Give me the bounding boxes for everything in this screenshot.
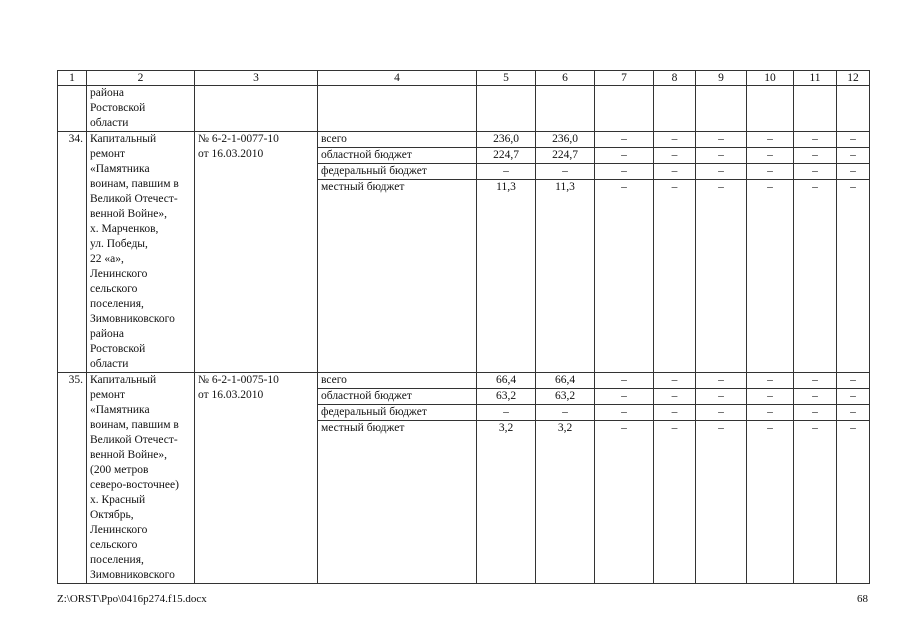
value-cell-col-9: – [696,421,747,584]
name-line: северо-восточнее) [90,479,179,491]
object-row-35-source-1 [58,373,870,389]
name-line: сельского [90,539,138,551]
value-cell-col-6: 236,0 [536,132,595,148]
value-cell-col-8: – [654,373,696,389]
value-cell-col-11: – [794,405,837,421]
column-number-header-row [58,71,870,86]
column-header-4: 4 [318,71,477,86]
document-line: № 6-2-1-0077-10 [198,133,279,145]
name-line: сельского [90,283,138,295]
name-line: Ростовской [90,343,146,355]
column-header-12: 12 [837,71,870,86]
name-line: Ростовской [90,102,146,114]
name-line: «Памятника [90,404,150,416]
value-cell-col-12: – [837,148,870,164]
funding-source-label: всего [318,373,477,389]
value-cell-col-9: – [696,373,747,389]
value-cell-col-5: 11,3 [477,180,536,373]
name-line: 22 «а», [90,253,124,265]
column-header-11: 11 [794,71,837,86]
column-header-9: 9 [696,71,747,86]
value-cell-col-6: 224,7 [536,148,595,164]
value-cell-col-6: – [536,164,595,180]
funding-source-label: федеральный бюджет [318,164,477,180]
document-line: от 16.03.2010 [198,389,264,401]
value-cell-col-10: – [747,405,794,421]
value-cell-col-12: – [837,405,870,421]
value-cell-col-11: – [794,180,837,373]
value-cell-col-10: – [747,180,794,373]
funding-source-label: федеральный бюджет [318,405,477,421]
value-cell-col-9: – [696,389,747,405]
value-cell-col-10: – [747,132,794,148]
value-cell-col-10: – [747,389,794,405]
name-line: Зимовниковского [90,569,175,581]
row-number: 34. [58,132,87,373]
value-cell-col-9: – [696,180,747,373]
value-cell-col-7: – [595,373,654,389]
document-table [57,70,870,584]
continuation-empty-cell [58,86,87,132]
column-header-2: 2 [87,71,195,86]
name-line: района [90,328,125,340]
value-cell-col-7: – [595,405,654,421]
name-line: области [90,117,129,129]
name-line: венной Войне», [90,208,168,220]
name-line: «Памятника [90,163,150,175]
funding-source-label: местный бюджет [318,180,477,373]
continuation-empty-cell [477,86,536,132]
continuation-row [58,86,870,132]
value-cell-col-7: – [595,389,654,405]
value-cell-col-5: 63,2 [477,389,536,405]
name-line: Ленинского [90,268,148,280]
document-line: № 6-2-1-0075-10 [198,374,279,386]
continuation-empty-cell [794,86,837,132]
value-cell-col-12: – [837,180,870,373]
name-line: Зимовниковского [90,313,175,325]
value-cell-col-11: – [794,373,837,389]
column-header-7: 7 [595,71,654,86]
column-header-8: 8 [654,71,696,86]
column-header-6: 6 [536,71,595,86]
value-cell-col-11: – [794,132,837,148]
value-cell-col-11: – [794,164,837,180]
name-line: х. Марченков, [90,223,159,235]
value-cell-col-12: – [837,164,870,180]
value-cell-col-8: – [654,405,696,421]
column-header-1: 1 [58,71,87,86]
page-number: 68 [857,593,868,605]
row-number: 35. [58,373,87,584]
name-line: венной Войне», [90,449,168,461]
funding-source-label: местный бюджет [318,421,477,584]
name-line: района [90,87,125,99]
continuation-empty-cell [696,86,747,132]
name-line: Капитальный [90,133,157,145]
funding-source-label: всего [318,132,477,148]
name-line: Ленинского [90,524,148,536]
value-cell-col-11: – [794,389,837,405]
name-line: Великой Отечест- [90,434,178,446]
funding-source-label: областной бюджет [318,389,477,405]
value-cell-col-6: 3,2 [536,421,595,584]
value-cell-col-8: – [654,132,696,148]
document-line: от 16.03.2010 [198,148,264,160]
funding-source-label: областной бюджет [318,148,477,164]
value-cell-col-7: – [595,421,654,584]
name-line: Октябрь, [90,509,134,521]
name-line: области [90,358,129,370]
expertise-document-cell [195,132,318,373]
value-cell-col-9: – [696,132,747,148]
continuation-empty-cell [195,86,318,132]
continuation-empty-cell [536,86,595,132]
value-cell-col-8: – [654,389,696,405]
object-row-34-source-1 [58,132,870,148]
value-cell-col-8: – [654,164,696,180]
value-cell-col-5: 66,4 [477,373,536,389]
continuation-empty-cell [747,86,794,132]
continuation-name-cell [87,86,195,132]
value-cell-col-12: – [837,389,870,405]
value-cell-col-10: – [747,164,794,180]
object-name-cell [87,373,195,584]
value-cell-col-6: 63,2 [536,389,595,405]
name-line: Великой Отечест- [90,193,178,205]
value-cell-col-6: – [536,405,595,421]
value-cell-col-8: – [654,180,696,373]
file-path-footer: Z:\ORST\Ppo\0416p274.f15.docx [57,593,207,605]
continuation-empty-cell [654,86,696,132]
name-line: воинам, павшим в [90,419,179,431]
name-line: поселения, [90,554,144,566]
continuation-empty-cell [318,86,477,132]
value-cell-col-7: – [595,164,654,180]
value-cell-col-10: – [747,148,794,164]
object-name-cell [87,132,195,373]
expertise-document-cell [195,373,318,584]
value-cell-col-5: – [477,405,536,421]
value-cell-col-8: – [654,148,696,164]
value-cell-col-10: – [747,421,794,584]
table-body [58,86,870,584]
continuation-empty-cell [595,86,654,132]
value-cell-col-5: – [477,164,536,180]
value-cell-col-12: – [837,132,870,148]
value-cell-col-5: 236,0 [477,132,536,148]
value-cell-col-6: 11,3 [536,180,595,373]
column-header-10: 10 [747,71,794,86]
name-line: х. Красный [90,494,146,506]
value-cell-col-7: – [595,132,654,148]
value-cell-col-6: 66,4 [536,373,595,389]
name-line: (200 метров [90,464,149,476]
name-line: ул. Победы, [90,238,148,250]
value-cell-col-8: – [654,421,696,584]
value-cell-col-10: – [747,373,794,389]
column-header-3: 3 [195,71,318,86]
value-cell-col-5: 224,7 [477,148,536,164]
value-cell-col-9: – [696,164,747,180]
value-cell-col-12: – [837,421,870,584]
name-line: воинам, павшим в [90,178,179,190]
value-cell-col-12: – [837,373,870,389]
value-cell-col-9: – [696,405,747,421]
name-line: поселения, [90,298,144,310]
value-cell-col-11: – [794,148,837,164]
column-header-5: 5 [477,71,536,86]
name-line: ремонт [90,389,126,401]
value-cell-col-9: – [696,148,747,164]
value-cell-col-7: – [595,180,654,373]
value-cell-col-11: – [794,421,837,584]
value-cell-col-7: – [595,148,654,164]
continuation-empty-cell [837,86,870,132]
name-line: ремонт [90,148,126,160]
value-cell-col-5: 3,2 [477,421,536,584]
name-line: Капитальный [90,374,157,386]
